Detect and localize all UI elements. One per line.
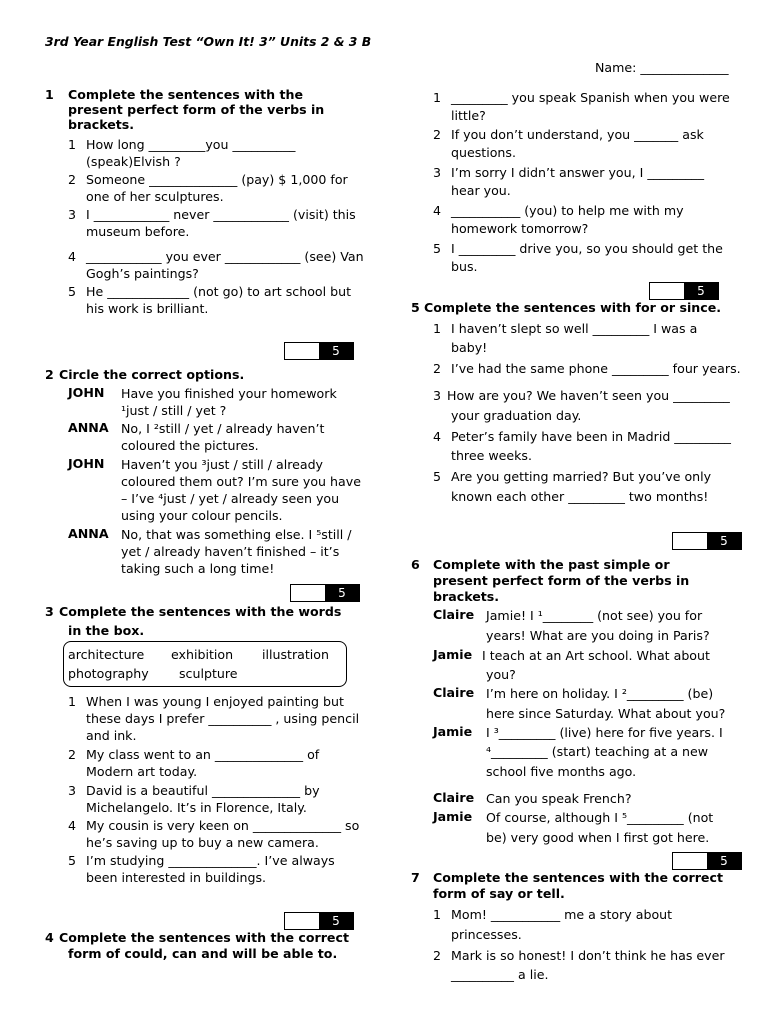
item-text: hear you. (451, 183, 511, 198)
score-box (672, 532, 742, 550)
word-option: exhibition (171, 647, 234, 662)
dialogue-line: Can you speak French? (486, 791, 632, 806)
item-text: his work is brilliant. (86, 301, 209, 316)
section-7-heading-line: Complete the sentences with the correct (433, 870, 723, 885)
item-text: your graduation day. (451, 408, 582, 423)
speaker-label: Claire (433, 685, 475, 700)
score-input[interactable] (285, 343, 319, 359)
item-text: I’ve had the same phone _________ four years. (451, 361, 741, 376)
score-input[interactable] (673, 853, 707, 869)
item-text: Peter’s family have been in Madrid _________ (451, 429, 731, 444)
word-option: sculpture (179, 666, 238, 681)
item-text: Are you getting married? But you’ve only (451, 469, 712, 484)
speaker-label: Jamie (433, 724, 473, 739)
section-1-heading-line: Complete the sentences with the (68, 87, 304, 102)
speaker-label: JOHN (68, 385, 105, 400)
item-number: 1 (68, 694, 77, 709)
score-box (284, 912, 354, 930)
section-4-heading-line: form of could, can and will be able to. (68, 946, 338, 961)
dialogue-line: using your colour pencils. (121, 508, 283, 523)
item-number: 3 (433, 165, 442, 180)
item-text: homework tomorrow? (451, 221, 589, 236)
item-text: I _________ drive you, so you should get the (451, 241, 723, 256)
item-text: known each other _________ two months! (451, 489, 709, 504)
dialogue-line: Jamie! I ¹________ (not see) you for (486, 608, 703, 623)
word-option: architecture (68, 647, 145, 662)
score-input[interactable] (285, 913, 319, 929)
item-text: My class went to an ______________ of (86, 747, 320, 762)
score-total: 5 (319, 913, 353, 929)
section-4-heading-line: Complete the sentences with the correct (59, 930, 349, 945)
speaker-label: Jamie (433, 647, 473, 662)
item-number: 1 (433, 90, 442, 105)
score-total: 5 (325, 585, 359, 601)
dialogue-line: coloured the pictures. (121, 438, 259, 453)
item-text: I ____________ never ____________ (visit) this (86, 207, 356, 222)
item-number: 3 (68, 783, 77, 798)
word-option: photography (68, 666, 149, 681)
item-number: 1 (433, 321, 442, 336)
item-text: I haven’t slept so well _________ I was a (451, 321, 698, 336)
word-option: illustration (262, 647, 329, 662)
item-text: bus. (451, 259, 478, 274)
score-input[interactable] (291, 585, 325, 601)
item-text: Gogh’s paintings? (86, 266, 199, 281)
section-2-number: 2 (45, 367, 54, 382)
score-total: 5 (684, 283, 718, 299)
item-text: __________ a lie. (451, 967, 549, 982)
section-5-heading: Complete the sentences with for or since. (424, 300, 722, 315)
section-3-heading-line: in the box. (68, 623, 145, 638)
dialogue-line: Have you finished your homework (121, 386, 337, 401)
name-field-label: Name: ______________ (595, 60, 729, 75)
item-text: I’m sorry I didn’t answer you, I _________ (451, 165, 705, 180)
item-text: How long _________you __________ (86, 137, 296, 152)
section-6-number: 6 (411, 557, 420, 572)
dialogue-line: I teach at an Art school. What about (482, 648, 710, 663)
item-number: 4 (433, 203, 442, 218)
speaker-label: JOHN (68, 456, 105, 471)
test-title: 3rd Year English Test “Own It! 3” Units 2 & 3 B (45, 34, 372, 49)
item-number: 1 (433, 907, 442, 922)
speaker-label: ANNA (68, 420, 109, 435)
score-input[interactable] (673, 533, 707, 549)
dialogue-line: No, I ²still / yet / already haven’t (121, 421, 325, 436)
item-text: My cousin is very keen on ______________ so (86, 818, 360, 833)
item-text: How are you? We haven’t seen you _________ (447, 388, 730, 403)
item-text: been interested in buildings. (86, 870, 267, 885)
item-text: (speak)Elvish ? (86, 154, 181, 169)
dialogue-line: ⁴_________ (start) teaching at a new (486, 744, 709, 759)
item-text: _________ you speak Spanish when you were (451, 90, 730, 105)
dialogue-line: – I’ve ⁴just / yet / already seen you (121, 491, 340, 506)
item-number: 2 (433, 948, 442, 963)
dialogue-line: Haven’t you ³just / still / already (121, 457, 324, 472)
item-text: I’m studying ______________. I’ve always (86, 853, 335, 868)
item-text: museum before. (86, 224, 190, 239)
item-number: 4 (68, 818, 77, 833)
item-text: and ink. (86, 728, 137, 743)
item-text: He _____________ (not go) to art school but (86, 284, 352, 299)
item-number: 5 (68, 853, 77, 868)
item-text: Mom! ___________ me a story about (451, 907, 673, 922)
dialogue-line: Of course, although I ⁵_________ (not (486, 810, 714, 825)
item-text: these days I prefer __________ , using pencil (86, 711, 360, 726)
item-number: 2 (433, 127, 442, 142)
item-number: 4 (68, 249, 77, 264)
item-text: one of her sculptures. (86, 189, 224, 204)
dialogue-line: be) very good when I first got here. (486, 830, 710, 845)
item-number: 3 (433, 388, 442, 403)
item-number: 1 (68, 137, 77, 152)
dialogue-line: taking such a long time! (121, 561, 275, 576)
item-text: David is a beautiful ______________ by (86, 783, 320, 798)
section-6-heading-line: present perfect form of the verbs in (433, 573, 690, 588)
score-box (290, 584, 360, 602)
dialogue-line: I ³_________ (live) here for five years. I (486, 725, 723, 740)
item-text: Mark is so honest! I don’t think he has ever (451, 948, 725, 963)
speaker-label: Jamie (433, 809, 473, 824)
item-text: princesses. (451, 927, 522, 942)
section-1-number: 1 (45, 87, 54, 102)
section-1-heading-line: present perfect form of the verbs in (68, 102, 325, 117)
score-box (649, 282, 719, 300)
section-7-heading-line: form of say or tell. (433, 886, 565, 901)
item-number: 2 (68, 747, 77, 762)
section-6-heading-line: Complete with the past simple or (433, 557, 670, 572)
item-text: questions. (451, 145, 516, 160)
item-text: ____________ you ever ____________ (see) Van (86, 249, 364, 264)
item-text: When I was young I enjoyed painting but (86, 694, 344, 709)
section-7-number: 7 (411, 870, 420, 885)
score-total: 5 (319, 343, 353, 359)
item-text: If you don’t understand, you _______ ask (451, 127, 704, 142)
item-text: three weeks. (451, 448, 532, 463)
score-total: 5 (707, 853, 741, 869)
item-number: 2 (433, 361, 442, 376)
section-5-number: 5 (411, 300, 420, 315)
speaker-label: ANNA (68, 526, 109, 541)
item-text: little? (451, 108, 486, 123)
section-2-heading: Circle the correct options. (59, 367, 245, 382)
item-number: 5 (433, 241, 442, 256)
section-3-heading-line: Complete the sentences with the words (59, 604, 342, 619)
item-text: Michelangelo. It’s in Florence, Italy. (86, 800, 307, 815)
item-text: Someone ______________ (pay) $ 1,000 for (86, 172, 348, 187)
score-box (284, 342, 354, 360)
score-input[interactable] (650, 283, 684, 299)
item-number: 2 (68, 172, 77, 187)
section-6-heading-line: brackets. (433, 589, 500, 604)
dialogue-line: coloured them out? I’m sure you have (121, 474, 361, 489)
dialogue-line: ¹just / still / yet ? (121, 403, 227, 418)
dialogue-line: years! What are you doing in Paris? (486, 628, 710, 643)
section-4-number: 4 (45, 930, 54, 945)
dialogue-line: No, that was something else. I ⁵still / (121, 527, 352, 542)
speaker-label: Claire (433, 790, 475, 805)
section-1-heading-line: brackets. (68, 117, 135, 132)
dialogue-line: school five months ago. (486, 764, 637, 779)
dialogue-line: here since Saturday. What about you? (486, 706, 726, 721)
dialogue-line: I’m here on holiday. I ²_________ (be) (486, 686, 714, 701)
dialogue-line: yet / already haven’t finished – it’s (121, 544, 340, 559)
section-3-number: 3 (45, 604, 54, 619)
item-text: he’s saving up to buy a new camera. (86, 835, 319, 850)
item-text: baby! (451, 340, 488, 355)
item-number: 3 (68, 207, 77, 222)
item-number: 4 (433, 429, 442, 444)
speaker-label: Claire (433, 607, 475, 622)
item-text: ___________ (you) to help me with my (451, 203, 684, 218)
item-text: Modern art today. (86, 764, 198, 779)
item-number: 5 (68, 284, 77, 299)
score-total: 5 (707, 533, 741, 549)
dialogue-line: you? (486, 667, 516, 682)
score-box (672, 852, 742, 870)
item-number: 5 (433, 469, 442, 484)
